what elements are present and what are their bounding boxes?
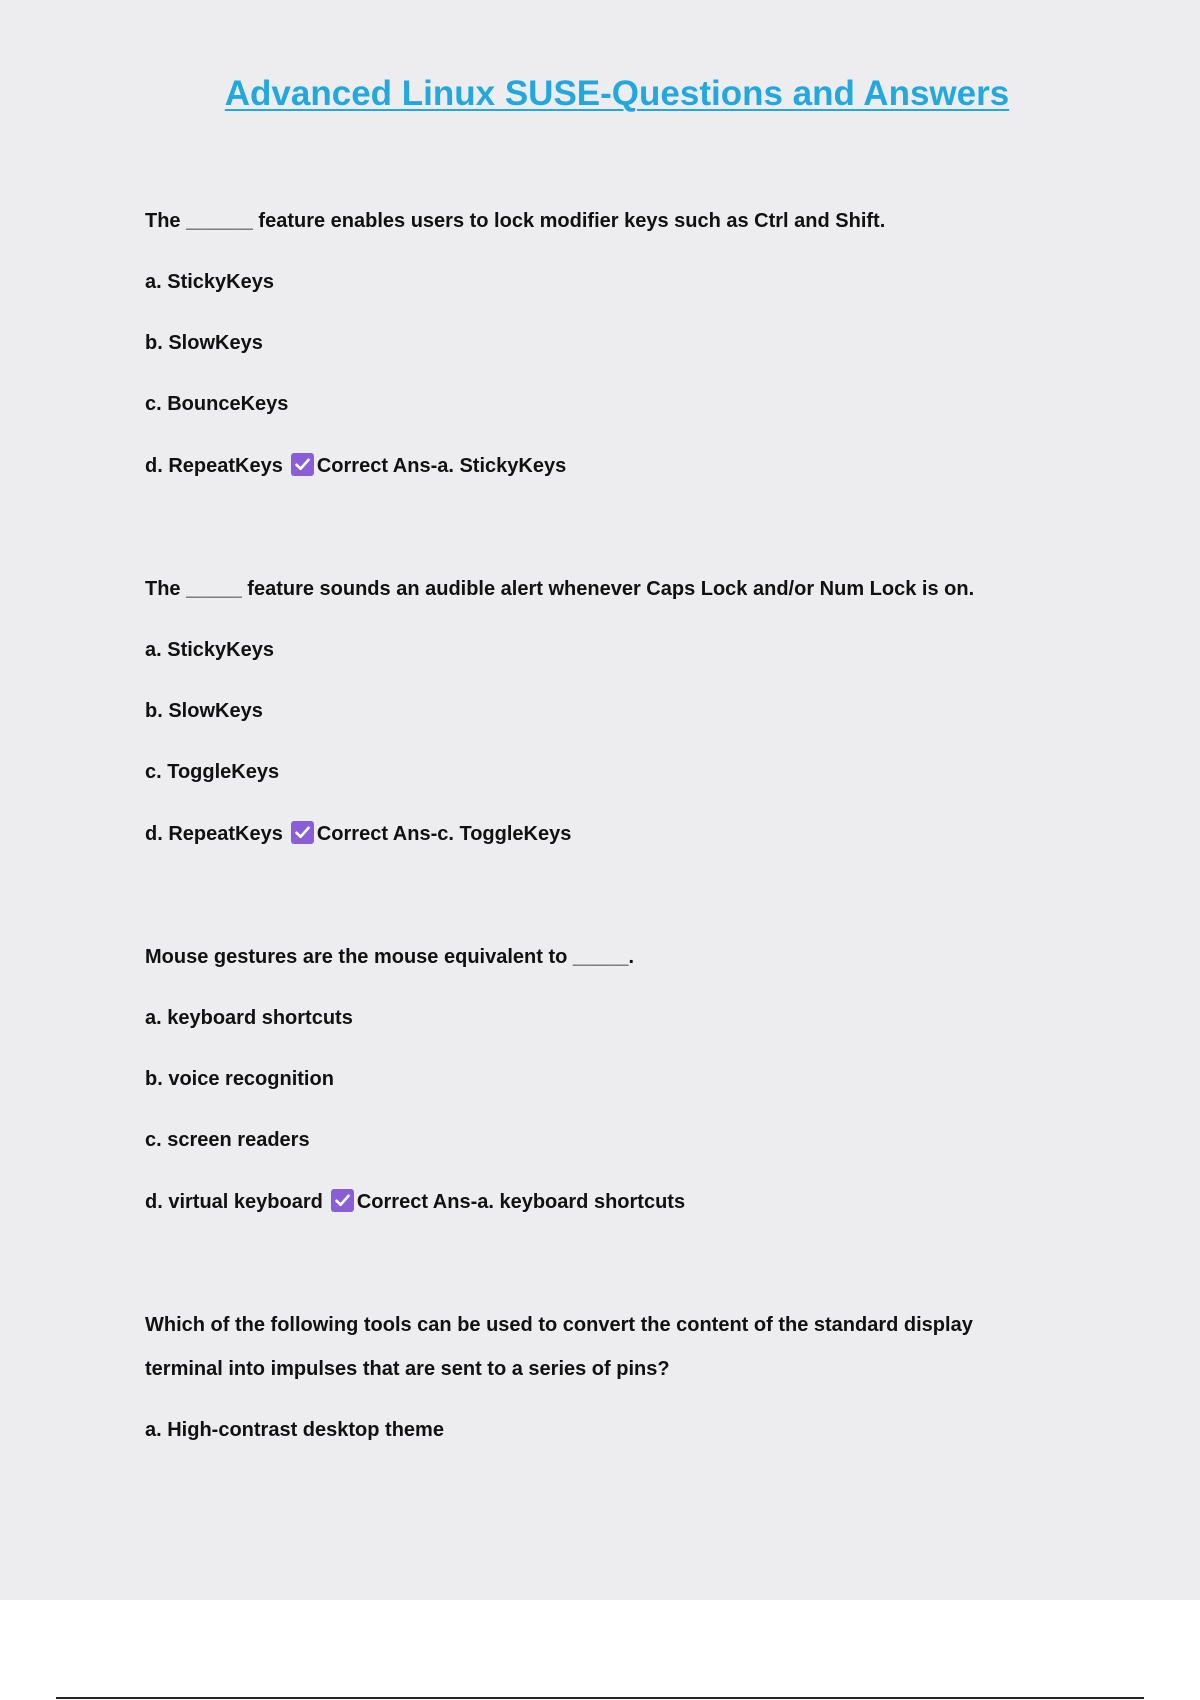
checked-checkbox-icon [291,821,314,844]
question-4-text-line-1: Which of the following tools can be used to convert the content of the standard display [145,1314,973,1336]
question-3-option-a: a. keyboard shortcuts [145,1007,353,1029]
checked-checkbox-icon [331,1189,354,1212]
question-2-option-d: d. RepeatKeys [145,823,283,845]
question-3-answer: Correct Ans-a. keyboard shortcuts [356,1191,686,1213]
question-3-option-c: c. screen readers [145,1129,310,1151]
question-1-answer: Correct Ans-a. StickyKeys [316,455,567,477]
question-1-option-c: c. BounceKeys [145,393,289,415]
question-2-option-c: c. ToggleKeys [145,761,280,783]
question-3-text: Mouse gestures are the mouse equivalent to _____. [145,946,635,968]
question-1-option-d-row [145,453,566,479]
question-4-text-line-2: terminal into impulses that are sent to a series of pins? [145,1358,670,1380]
question-3-option-b: b. voice recognition [145,1068,334,1090]
question-1-option-b: b. SlowKeys [145,332,263,354]
question-2-option-b: b. SlowKeys [145,700,263,722]
question-4-option-a: a. High-contrast desktop theme [145,1419,444,1441]
question-2-option-a: a. StickyKeys [145,639,274,661]
question-1-option-a: a. StickyKeys [145,271,274,293]
question-2-text: The _____ feature sounds an audible alert whenever Caps Lock and/or Num Lock is on. [145,578,975,600]
question-2-answer: Correct Ans-c. ToggleKeys [316,823,572,845]
question-1-option-d: d. RepeatKeys [145,455,283,477]
question-3-option-d-row [145,1189,685,1215]
question-3-option-d: d. virtual keyboard [145,1191,323,1213]
footer-divider [56,1697,1144,1699]
question-1-text: The ______ feature enables users to lock modifier keys such as Ctrl and Shift. [145,210,886,232]
document-title: Advanced Linux SUSE-Questions and Answers [224,74,1010,113]
question-2-option-d-row [145,821,571,847]
checked-checkbox-icon [291,453,314,476]
